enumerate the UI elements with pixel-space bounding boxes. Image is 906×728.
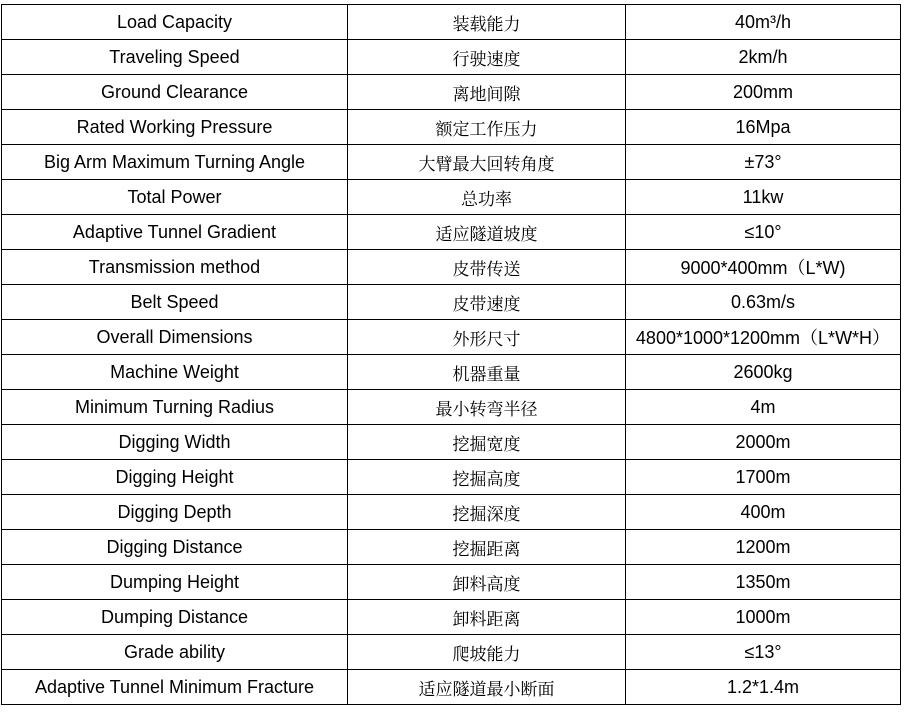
spec-name-zh: 适应隧道最小断面	[348, 670, 626, 705]
spec-name-en: Rated Working Pressure	[2, 110, 348, 145]
spec-name-en: Load Capacity	[2, 5, 348, 40]
spec-name-zh: 挖掘宽度	[348, 425, 626, 460]
spec-name-zh: 机器重量	[348, 355, 626, 390]
table-row	[2, 600, 901, 635]
spec-name-zh: 皮带传送	[348, 250, 626, 285]
table-row	[2, 145, 901, 180]
spec-value: 1000m	[626, 600, 901, 635]
spec-name-zh: 适应隧道坡度	[348, 215, 626, 250]
spec-name-en: Adaptive Tunnel Minimum Fracture	[2, 670, 348, 705]
table-row	[2, 320, 901, 355]
spec-name-en: Adaptive Tunnel Gradient	[2, 215, 348, 250]
spec-name-zh: 爬坡能力	[348, 635, 626, 670]
spec-name-en: Ground Clearance	[2, 75, 348, 110]
spec-value: 2km/h	[626, 40, 901, 75]
spec-value: 16Mpa	[626, 110, 901, 145]
spec-name-zh: 行驶速度	[348, 40, 626, 75]
table-row	[2, 40, 901, 75]
spec-value: 1200m	[626, 530, 901, 565]
spec-name-en: Digging Distance	[2, 530, 348, 565]
spec-name-en: Total Power	[2, 180, 348, 215]
spec-value: 2000m	[626, 425, 901, 460]
spec-value: 4800*1000*1200mm（L*W*H）	[626, 320, 901, 355]
table-row	[2, 75, 901, 110]
table-row	[2, 5, 901, 40]
table-row	[2, 180, 901, 215]
table-row	[2, 495, 901, 530]
spec-name-zh: 总功率	[348, 180, 626, 215]
spec-value: ≤13°	[626, 635, 901, 670]
spec-value: ≤10°	[626, 215, 901, 250]
spec-name-en: Machine Weight	[2, 355, 348, 390]
spec-value: 11kw	[626, 180, 901, 215]
table-row	[2, 285, 901, 320]
spec-name-zh: 卸料高度	[348, 565, 626, 600]
spec-name-en: Belt Speed	[2, 285, 348, 320]
spec-value: 200mm	[626, 75, 901, 110]
spec-name-en: Minimum Turning Radius	[2, 390, 348, 425]
spec-table-body	[2, 5, 901, 705]
spec-value: 1.2*1.4m	[626, 670, 901, 705]
spec-name-zh: 大臂最大回转角度	[348, 145, 626, 180]
spec-name-en: Big Arm Maximum Turning Angle	[2, 145, 348, 180]
spec-name-en: Traveling Speed	[2, 40, 348, 75]
spec-value: 0.63m/s	[626, 285, 901, 320]
table-row	[2, 635, 901, 670]
spec-name-en: Transmission method	[2, 250, 348, 285]
table-row	[2, 425, 901, 460]
spec-name-en: Digging Width	[2, 425, 348, 460]
table-row	[2, 110, 901, 145]
spec-value: 400m	[626, 495, 901, 530]
table-row	[2, 565, 901, 600]
spec-value: 9000*400mm（L*W)	[626, 250, 901, 285]
spec-name-zh: 装载能力	[348, 5, 626, 40]
spec-value: ±73°	[626, 145, 901, 180]
table-row	[2, 530, 901, 565]
spec-name-en: Digging Depth	[2, 495, 348, 530]
table-row	[2, 355, 901, 390]
spec-name-zh: 外形尺寸	[348, 320, 626, 355]
spec-name-en: Dumping Height	[2, 565, 348, 600]
spec-name-zh: 挖掘深度	[348, 495, 626, 530]
table-row	[2, 250, 901, 285]
table-row	[2, 460, 901, 495]
table-row	[2, 390, 901, 425]
table-row	[2, 670, 901, 705]
spec-name-zh: 最小转弯半径	[348, 390, 626, 425]
spec-name-zh: 挖掘距离	[348, 530, 626, 565]
table-row	[2, 215, 901, 250]
spec-name-en: Grade ability	[2, 635, 348, 670]
spec-value: 40m³/h	[626, 5, 901, 40]
spec-name-zh: 皮带速度	[348, 285, 626, 320]
spec-name-zh: 额定工作压力	[348, 110, 626, 145]
spec-value: 1350m	[626, 565, 901, 600]
spec-name-zh: 离地间隙	[348, 75, 626, 110]
spec-name-en: Dumping Distance	[2, 600, 348, 635]
spec-table	[1, 4, 901, 705]
spec-name-en: Digging Height	[2, 460, 348, 495]
spec-value: 1700m	[626, 460, 901, 495]
spec-name-en: Overall Dimensions	[2, 320, 348, 355]
spec-value: 2600kg	[626, 355, 901, 390]
spec-value: 4m	[626, 390, 901, 425]
spec-name-zh: 挖掘高度	[348, 460, 626, 495]
spec-name-zh: 卸料距离	[348, 600, 626, 635]
